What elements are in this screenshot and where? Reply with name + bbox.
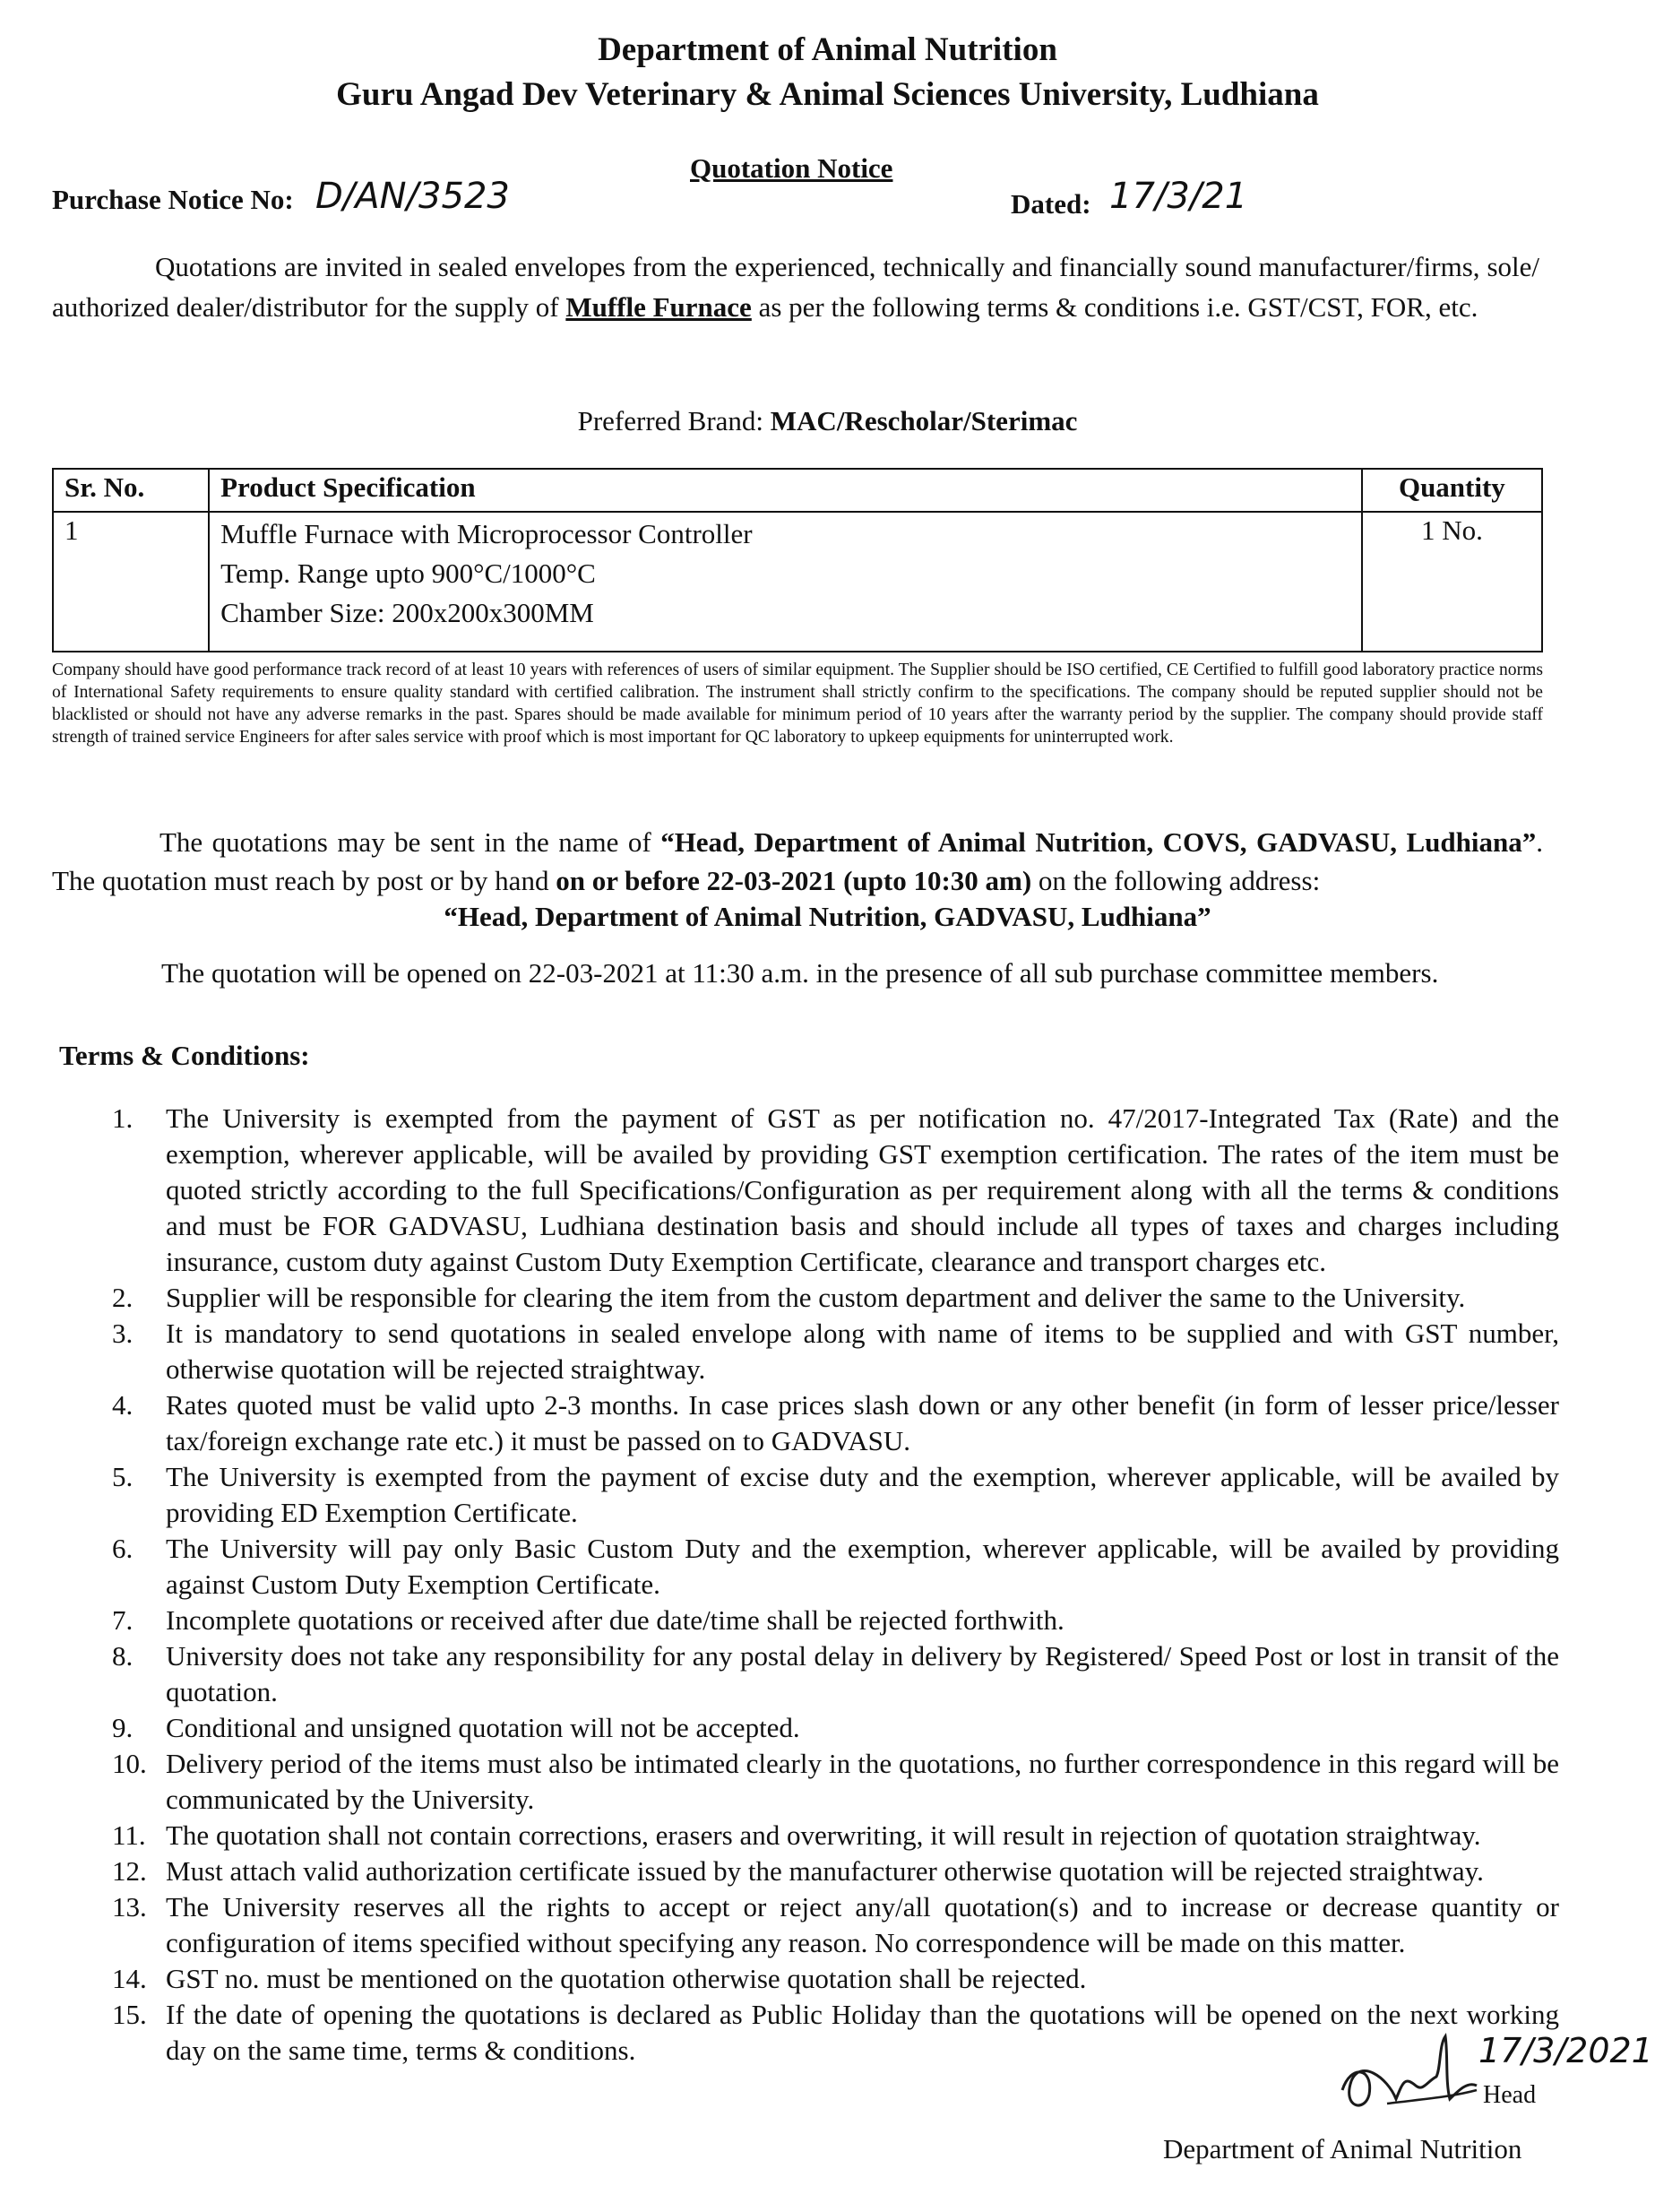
terms-item: [0, 1280, 1559, 1316]
intro-paragraph: [52, 246, 1539, 327]
row-quantity: 1 No.: [1362, 512, 1542, 652]
terms-item: [0, 1638, 1559, 1710]
terms-item: [0, 1889, 1559, 1961]
terms-item-text: Must attach valid authorization certificate issued by the manufacturer otherwise quotation will be rejected straightway.: [166, 1855, 1484, 1887]
spec-line: Muffle Furnace with Microprocessor Controller: [220, 518, 753, 549]
terms-item-number: 13.: [112, 1891, 147, 1923]
terms-item-number: 9.: [112, 1712, 134, 1743]
brand-value: MAC/Rescholar/Sterimac: [770, 405, 1078, 436]
university-heading: Guru Angad Dev Veterinary & Animal Sciences University, Ludhiana: [336, 76, 1319, 113]
header-sr-no: Sr. No.: [53, 469, 209, 512]
terms-item-number: 4.: [112, 1389, 134, 1421]
purchase-notice-label: Purchase Notice No:: [52, 184, 294, 215]
row-spec: [209, 512, 1362, 652]
terms-item-text: Supplier will be responsible for clearing the item from the custom department and deliver the same to the University.: [166, 1282, 1466, 1313]
terms-item: [0, 1853, 1559, 1889]
terms-item: [0, 1961, 1559, 1997]
terms-item: [0, 1997, 1559, 2069]
terms-item-number: 14.: [112, 1963, 147, 1994]
purchase-notice-number: D/AN/3523: [315, 176, 510, 217]
terms-item-number: 7.: [112, 1604, 134, 1636]
product-table: [52, 468, 1543, 652]
terms-item-number: 6.: [112, 1533, 134, 1564]
submission-address: “Head, Department of Animal Nutrition, GADVASU, Ludhiana”: [444, 901, 1211, 932]
signature-department: Department of Animal Nutrition: [1163, 2133, 1522, 2164]
terms-item: [0, 1603, 1559, 1638]
spec-line: Chamber Size: 200x200x300MM: [220, 597, 594, 628]
header-quantity: Quantity: [1362, 469, 1542, 512]
terms-item-text: The University will pay only Basic Custom Duty and the exemption, wherever applicable, will be availed by providing against Custom Duty Exemption Certificate.: [166, 1533, 1559, 1600]
company-requirements-note: Company should have good performance track record of at least 10 years with references of users of similar equipment. The Supplier should be ISO certified, CE Certified to fulfill good laboratory practice norms of International Safety requirements to ensure quality standard with certified calibration. The instrument shall strictly confirm to the specifications. The company should be reputed supplier should not be blacklisted or should not have any adverse remarks in the past. Spares should be made available for minimum period of 10 years after the warranty period by the supplier. The company should provide staff strength of trained service Engineers for after sales service with proof which is most important for QC laboratory to upkeep equipments for uninterrupted work.: [52, 661, 1543, 747]
terms-item-number: 15.: [112, 1999, 147, 2030]
terms-item-text: GST no. must be mentioned on the quotation otherwise quotation shall be rejected.: [166, 1963, 1087, 1994]
terms-item-number: 2.: [112, 1282, 134, 1313]
table-header-row: [53, 469, 1542, 512]
brand-label: Preferred Brand:: [577, 405, 771, 436]
notice-title: Quotation Notice: [690, 152, 893, 184]
table-row: [53, 512, 1542, 652]
terms-item-text: The University is exempted from the payment of GST as per notification no. 47/2017-Integrated Tax (Rate) and the exemption, wherever applicable, will be availed by providing GST exemption certification. The rates of the item must be quoted strictly according to the full Specifications/Configuration as per requirement along with all the terms & conditions and must be FOR GADVASU, Ludhiana destination basis and should include all types of taxes and charges including insurance, custom duty against Custom Duty Exemption Certificate, clearance and transport charges etc.: [166, 1102, 1559, 1277]
header-product-spec: Product Specification: [209, 469, 1362, 512]
department-heading: Department of Animal Nutrition: [598, 31, 1057, 68]
intro-item: Muffle Furnace: [565, 291, 752, 323]
terms-item-number: 5.: [112, 1461, 134, 1492]
terms-item-number: 11.: [112, 1819, 146, 1851]
intro-text-after: as per the following terms & conditions i.e. GST/CST, FOR, etc.: [751, 291, 1478, 323]
spec-line: Temp. Range upto 900°C/1000°C: [220, 557, 596, 589]
terms-item: [0, 1531, 1559, 1603]
signature-date: 17/3/2021: [1478, 2031, 1653, 2070]
terms-item-number: 8.: [112, 1640, 134, 1672]
submission-t1: The quotations may be sent in the name of: [159, 826, 661, 858]
terms-item-text: Delivery period of the items must also be intimated clearly in the quotations, no further correspondence in this regard will be communicated by the University.: [166, 1748, 1559, 1815]
terms-item: [0, 1387, 1559, 1459]
terms-item-text: University does not take any responsibility for any postal delay in delivery by Registered/ Speed Post or lost in transit of the quotation.: [166, 1640, 1559, 1707]
terms-item: [0, 1710, 1559, 1746]
terms-item: [0, 1459, 1559, 1531]
terms-item: [0, 1316, 1559, 1387]
terms-title: Terms & Conditions:: [59, 1040, 310, 1071]
dated-label: Dated:: [1011, 188, 1091, 220]
submission-name: “Head, Department of Animal Nutrition, COVS, GADVASU, Ludhiana”: [660, 826, 1537, 858]
terms-item-number: 10.: [112, 1748, 147, 1779]
submission-deadline: on or before 22-03-2021 (upto 10:30 am): [556, 865, 1032, 896]
terms-item-text: The University reserves all the rights to accept or reject any/all quotation(s) and to increase or decrease quantity or configuration of items specified without specifying any reason. No correspondence will be made on this matter.: [166, 1891, 1559, 1958]
terms-item: [0, 1101, 1559, 1280]
preferred-brand: [0, 405, 1655, 437]
terms-item: [0, 1746, 1559, 1818]
row-sr: 1: [53, 512, 209, 652]
terms-item-text: Conditional and unsigned quotation will not be accepted.: [166, 1712, 800, 1743]
signature-title: Head: [1483, 2081, 1537, 2109]
terms-item-number: 3.: [112, 1318, 134, 1349]
terms-item-text: Incomplete quotations or received after due date/time shall be rejected forthwith.: [166, 1604, 1065, 1636]
submission-t3: on the following address:: [1031, 865, 1321, 896]
terms-item-text: If the date of opening the quotations is declared as Public Holiday than the quotations will be opened on the next working day on the same time, terms & conditions.: [166, 1999, 1559, 2066]
dated-value: 17/3/21: [1109, 176, 1248, 217]
submission-paragraph: [52, 823, 1543, 900]
intro-text-before: Quotations are invited in sealed envelopes from the experienced, technically and financially sound manufacturer/firms, sole/ authorized dealer/distributor for the supply of: [52, 251, 1539, 323]
terms-item-text: Rates quoted must be valid upto 2-3 months. In case prices slash down or any other benefit (in form of lesser price/lesser tax/foreign exchange rate etc.) it must be passed on to GADVASU.: [166, 1389, 1559, 1456]
terms-list: [0, 1101, 1559, 2069]
submission-t2: . The quotation must reach by post or by hand: [52, 826, 1543, 896]
terms-item-text: It is mandatory to send quotations in sealed envelope along with name of items to be supplied and with GST number, otherwise quotation will be rejected straightway.: [166, 1318, 1559, 1385]
terms-item-number: 12.: [112, 1855, 147, 1887]
terms-item-text: The University is exempted from the payment of excise duty and the exemption, wherever applicable, will be availed by providing ED Exemption Certificate.: [166, 1461, 1559, 1528]
terms-item-number: 1.: [112, 1102, 134, 1134]
terms-item-text: The quotation shall not contain corrections, erasers and overwriting, it will result in rejection of quotation straightway.: [166, 1819, 1481, 1851]
terms-item: [0, 1818, 1559, 1853]
opening-statement: The quotation will be opened on 22-03-2021 at 11:30 a.m. in the presence of all sub purchase committee members.: [161, 957, 1439, 989]
